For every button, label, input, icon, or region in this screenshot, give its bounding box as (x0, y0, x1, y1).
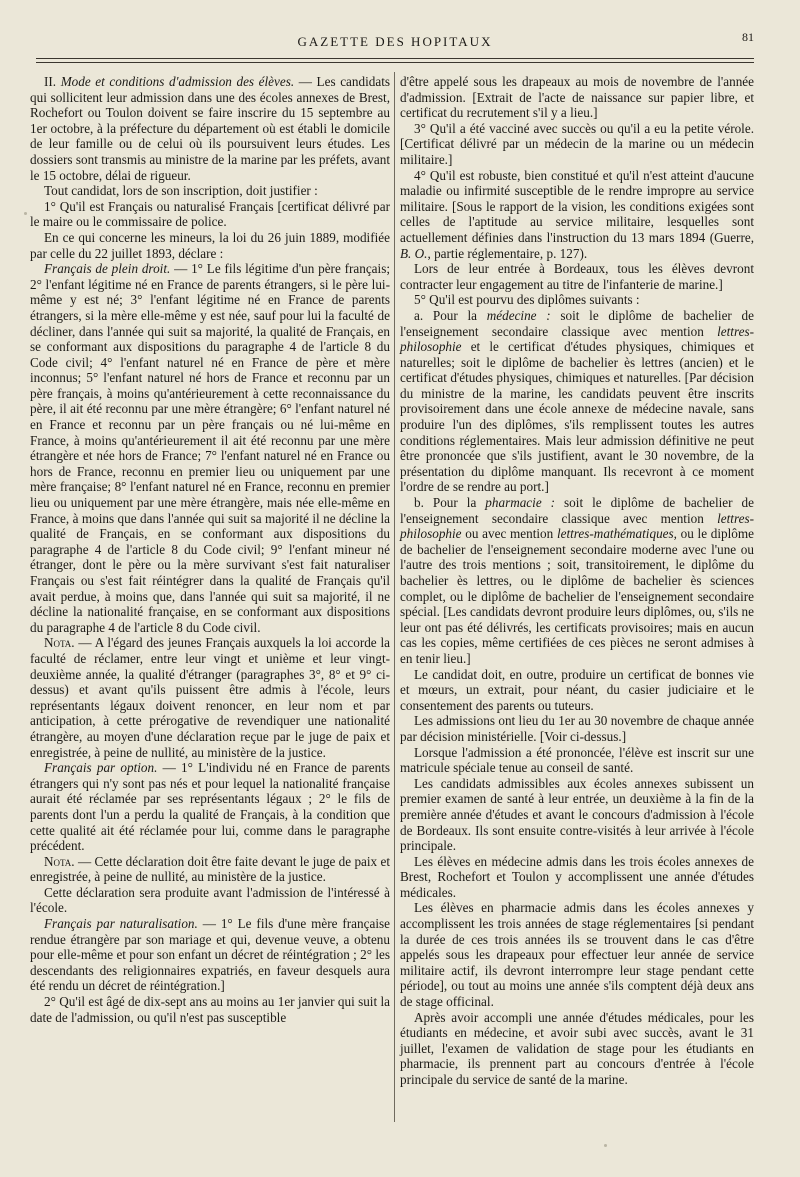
paragraph: 4° Qu'il est robuste, bien constitué et qu'il n'est atteint d'aucune maladie ou infirmité susceptible de le rendre impropre au service militaire. [Sous le rapport de la vision, les conditions exigées sont celles de l'aptitude au service militaire, lesquelles sont actuellement définies dans l'instruction du 13 mars 1894 (Guerre, B. O., partie réglementaire, p. 127). (400, 167, 754, 261)
right-column (400, 74, 754, 1088)
paragraph-nota: Nota. — A l'égard des jeunes Français auxquels la loi accorde la faculté de réclamer, entre leur vingt et unième et leur vingt-deuxième année, la qualité d'étranger (paragraphes 3°, 8° et 9° ci-dessus) et avant qu'ils puissent être admis à l'école, leurs représentants légaux doivent renoncer, en leur nom et par anticipation, à cette prérogative de revendiquer une nationalité étrangère, au moyen d'une déclaration reçue par le juge de paix et enregistrée, à peine de nullité, au ministère de la justice. (30, 635, 390, 760)
page-header (30, 30, 760, 54)
section-heading: Mode et conditions d'admission des élèves. (60, 74, 295, 89)
header-rule-bottom (36, 62, 754, 63)
paragraph-admission-conditions: II. Mode et conditions d'admission des élèves. — Les candidats qui sollicitent leur admission dans une des écoles annexes de Brest, Rochefort ou Toulon doivent se faire inscrire du 15 septembre au 1er octobre, à la préfecture du département où est établi le domicile de leur famille ou de celui où ils poursuivent leurs études. Les dossiers sont transmis au ministre de la marine par les préfets, avant le 15 octobre, délai de rigueur. (30, 74, 390, 183)
paragraph-nota: Nota. — Cette déclaration doit être faite devant le juge de paix et enregistrée, à peine de nullité, au ministère de la justice. (30, 853, 390, 885)
paragraph: d'être appelé sous les drapeaux au mois de novembre de l'année d'admission. [Extrait de l'acte de naissance sur papier libre, et certificat du recrutement s'il y a lieu.] (400, 74, 754, 121)
paragraph: Les élèves en médecine admis dans les trois écoles annexes de Brest, Rochefort et Toulon y accomplissent une année d'études médicales. (400, 853, 754, 900)
paragraph: Les candidats admissibles aux écoles annexes subissent un premier examen de santé à leur entrée, un deuxième à la fin de la première année d'études et avant le concours d'admission à l'école de Bordeaux. Ils sont ensuite contre-visités à leur arrivée à l'école principale. (400, 775, 754, 854)
paragraph: Lors de leur entrée à Bordeaux, tous les élèves devront contracter leur engagement au titre de l'infanterie de marine.] (400, 261, 754, 292)
paragraph: Lorsque l'admission a été prononcée, l'élève est inscrit sur une matricule spéciale tenue au conseil de santé. (400, 744, 754, 776)
paragraph: En ce qui concerne les mineurs, la loi du 26 juin 1889, modifiée par celle du 22 juillet 1893, déclare : (30, 229, 390, 261)
paper-speck (604, 1144, 607, 1147)
column-divider (394, 72, 395, 1122)
paragraph: 3° Qu'il a été vacciné avec succès ou qu'il a eu la petite vérole. [Certificat délivré par un médecin de la marine ou un médecin militaire.] (400, 120, 754, 167)
subheading: Français par naturalisation. (44, 916, 198, 932)
paragraph-medecine: a. Pour la médecine : soit le diplôme de bachelier de l'enseignement secondaire classique avec mention lettres-philosophie et le certificat d'études physiques, chimiques et naturelles; soit le diplôme de bachelier ès lettres (ancien) et le certificat d'études physiques, chimiques et naturelles. [Par décision du ministre de la marine, les candidats peuvent être inscrits provisoirement dans une école annexe de médecine navale, sans produire l'un des diplômes, s'ils remplissent toutes les autres conditions réglementaires. Mais leur admission définitive ne peut être prononcée que s'ils justifient, avant le 30 novembre, de la présentation du diplôme manquant. Ils recevront à ce moment l'ordre de se rendre au port.] (400, 307, 754, 495)
nota-label: Nota. (44, 635, 75, 651)
paragraph-par-option: Français par option. — 1° L'individu né en France de parents étrangers qui n'y sont pas nés et pour lequel la nationalité française aurait été réclamée par ses représentants légaux ; 2° le fils de parents dont l'un a perdu la qualité de Français, à la condition que cette qualité ait été réclamée pour lui, comme dans le paragraphe précédent. (30, 760, 391, 854)
paragraph: Les élèves en pharmacie admis dans les écoles annexes y accomplissent les trois années de stage réglementaires [si pendant la durée de ces trois années ils se trouvent dans le cas d'être appelés sous les drapeaux pour effectuer leur année de service militaire actif, ils devront interrompre leur stage pendant cette période], ou tout au moins une année s'ils comptent déjà deux ans de stage officinal. (400, 900, 754, 1010)
subheading: Français de plein droit. (44, 261, 171, 277)
paper-speck (24, 212, 27, 215)
left-column (30, 74, 390, 1025)
paragraph: Cette déclaration sera produite avant l'admission de l'intéressé à l'école. (30, 884, 390, 916)
paragraph-plein-droit: Français de plein droit. — 1° Le fils légitime d'un père français; 2° l'enfant légitime né en France de parents étrangers, si le père lui-même y est né; 3° l'enfant légitime né en France de parents étrangers, si la mère elle-même y est née, sauf pour lui la faculté de décliner, dans l'année qui suit sa majorité, la qualité de Français, en se conformant aux dispositions du paragraphe 4 de l'article 8 du Code civil; 4° l'enfant naturel né en France de père et mère inconnus; 5° l'enfant naturel né hors de France et reconnu par un père français, à moins qu'antérieurement à cette reconnaissance du père, il ait été reconnu par une mère étrangère; 6° l'enfant naturel né en France et reconnu par un père français ou né lui-même en France, à moins qu'antérieurement il ait été reconnu par une mère étrangère et née hors de France; 7° l'enfant naturel né en France ou hors de France, reconnu en premier lieu ou uniquement par une mère française; 8° l'enfant naturel né en France, reconnu en premier lieu ou uniquement par une mère étrangère, mais née elle-même en France, à moins que dans l'année qui suit sa majorité il ne décline la qualité de Français, en se conformant aux dispositions du paragraphe 4 de l'article 8 du Code civil; 9° l'enfant mineur né étranger, dont le père ou la mère survivant s'est fait naturaliser Français ou s'est fait réintégrer dans la qualité de Français qu'il avait perdue, à moins que, dans l'année qui suit sa majorité, il ne décline la nationalité française, en se conformant aux dispositions du paragraphe 4 de l'article 8 du Code civil. (30, 261, 390, 635)
subheading: Français par option. (44, 760, 158, 776)
paragraph: Après avoir accompli une année d'études médicales, pour les étudiants en médecine, et avoir subi avec succès, avant le 31 juillet, l'examen de validation de stage pour les étudiants en pharmacie, ils prennent part au concours d'entrée à l'école principale du service de santé de la marine. (400, 1009, 754, 1087)
paragraph-pharmacie: b. Pour la pharmacie : soit le diplôme de bachelier de l'enseignement secondaire classique avec mention lettres-philosophie ou avec mention lettres-mathématiques, ou le diplôme de bachelier de l'enseignement secondaire moderne avec l'une ou l'autre des trois mentions ; soit, transitoirement, le diplôme du bachelier ès lettres, ou le diplôme de bachelier ès sciences complet, ou le diplôme de bachelier de l'enseignement secondaire spécial. [Les candidats devront produire leurs diplômes, ou, s'ils ne leur ont pas été délivrés, les certificats provisoires; mais en aucun cas les copies, même certifiées de ces pièces ne seront admises à en tenir lieu.] (400, 495, 754, 666)
paragraph-naturalisation: Français par naturalisation. — 1° Le fils d'une mère française rendue étrangère par son mariage et qui, devenue veuve, a obtenu pour elle-même et pour son enfant un décret de réintégration ; 2° les descendants des religionnaires expatriés, en faveur desquels aura été rendu un décret de réintégration.] (30, 916, 390, 994)
paragraph: 5° Qu'il est pourvu des diplômes suivants : (414, 292, 640, 308)
publication-title: GAZETTE DES HOPITAUX (297, 34, 493, 49)
paragraph: Le candidat doit, en outre, produire un certificat de bonnes vie et mœurs, un extrait, pour néant, du casier judiciaire et le consentement des parents ou tuteurs. (400, 666, 754, 713)
paragraph: Les admissions ont lieu du 1er au 30 novembre de chaque année par décision ministérielle. [Voir ci-dessus.] (400, 713, 754, 744)
header-rule-top (36, 58, 754, 59)
page-number: 81 (742, 30, 754, 44)
paragraph: 2° Qu'il est âgé de dix-sept ans au moins au 1er janvier qui suit la date de l'admission, ou qu'il n'est pas susceptible (30, 994, 390, 1025)
paragraph: 1° Qu'il est Français ou naturalisé Français [certificat délivré par le maire ou le commissaire de police. (30, 198, 390, 230)
paragraph: Tout candidat, lors de son inscription, doit justifier : (44, 183, 318, 199)
nota-label: Nota. (44, 853, 75, 869)
